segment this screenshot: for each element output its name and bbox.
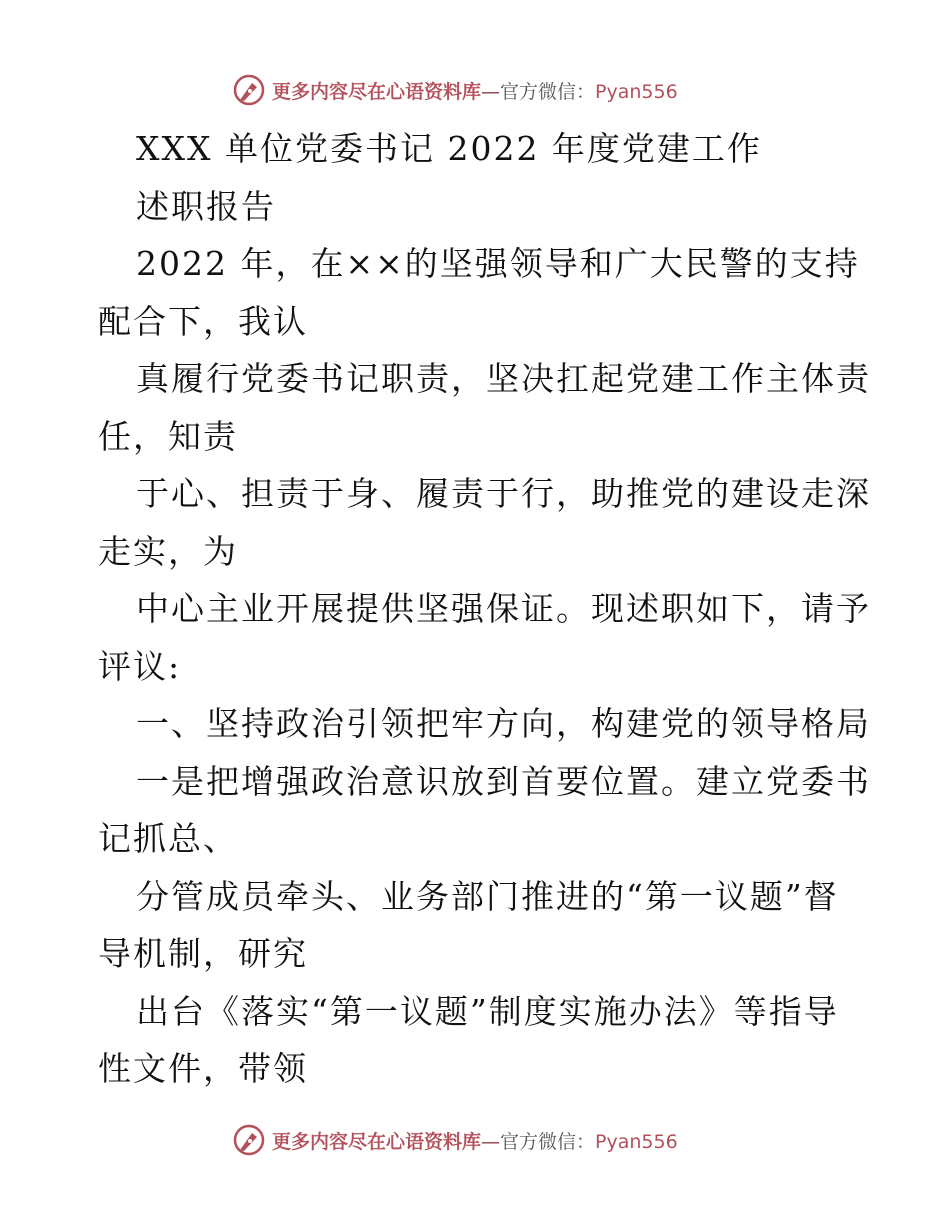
- doc-line: 2022 年，在××的坚强领导和广大民警的支持: [136, 244, 860, 283]
- doc-line: 走实，为: [98, 531, 238, 571]
- doc-line: 一是把增强政治意识放到首要位置。建立党委书: [136, 761, 871, 801]
- doc-line: 真履行党委书记职责，坚决扛起党建工作主体责: [136, 359, 871, 398]
- doc-line: 任，知责: [98, 416, 238, 456]
- document-body: [98, 120, 871, 1098]
- pen-nib-circle-icon: [232, 73, 266, 107]
- watermark-header: [232, 70, 678, 110]
- doc-line: 分管成员牵头、业务部门推进的“第一议题”督: [136, 876, 839, 916]
- doc-line: 评议:: [98, 646, 182, 686]
- doc-line: 于心、担责于身、履责于行，助推党的建设走深: [136, 474, 871, 513]
- watermark-brand: 更多内容尽在心语资料库: [272, 1130, 482, 1153]
- doc-line: 出台《落实“第一议题”制度实施办法》等指导: [136, 991, 839, 1031]
- watermark-brand: 更多内容尽在心语资料库: [272, 80, 482, 103]
- doc-line-title-1: XXX 单位党委书记 2022 年度党建工作: [136, 129, 762, 168]
- doc-line: 导机制，研究: [98, 934, 308, 973]
- watermark-text: [272, 1127, 678, 1154]
- doc-line: 中心主业开展提供坚强保证。现述职如下，请予: [136, 589, 871, 628]
- doc-line: 性文件，带领: [98, 1049, 308, 1088]
- watermark-separator: —: [481, 1130, 501, 1153]
- watermark-separator: —: [481, 80, 501, 103]
- watermark-footer: [232, 1120, 678, 1160]
- doc-line: 记抓总、: [98, 819, 238, 858]
- doc-section-heading: 一、坚持政治引领把牢方向，构建党的领导格局: [136, 704, 871, 743]
- pen-nib-circle-icon: [232, 1123, 266, 1157]
- watermark-text: [272, 77, 678, 104]
- watermark-id: Pyan556: [595, 80, 678, 103]
- watermark-id: Pyan556: [595, 1130, 678, 1153]
- doc-line-title-2: 述职报告: [136, 186, 276, 226]
- watermark-label: 官方微信：: [500, 80, 596, 103]
- watermark-label: 官方微信：: [500, 1130, 596, 1153]
- doc-line: 配合下，我认: [98, 301, 308, 341]
